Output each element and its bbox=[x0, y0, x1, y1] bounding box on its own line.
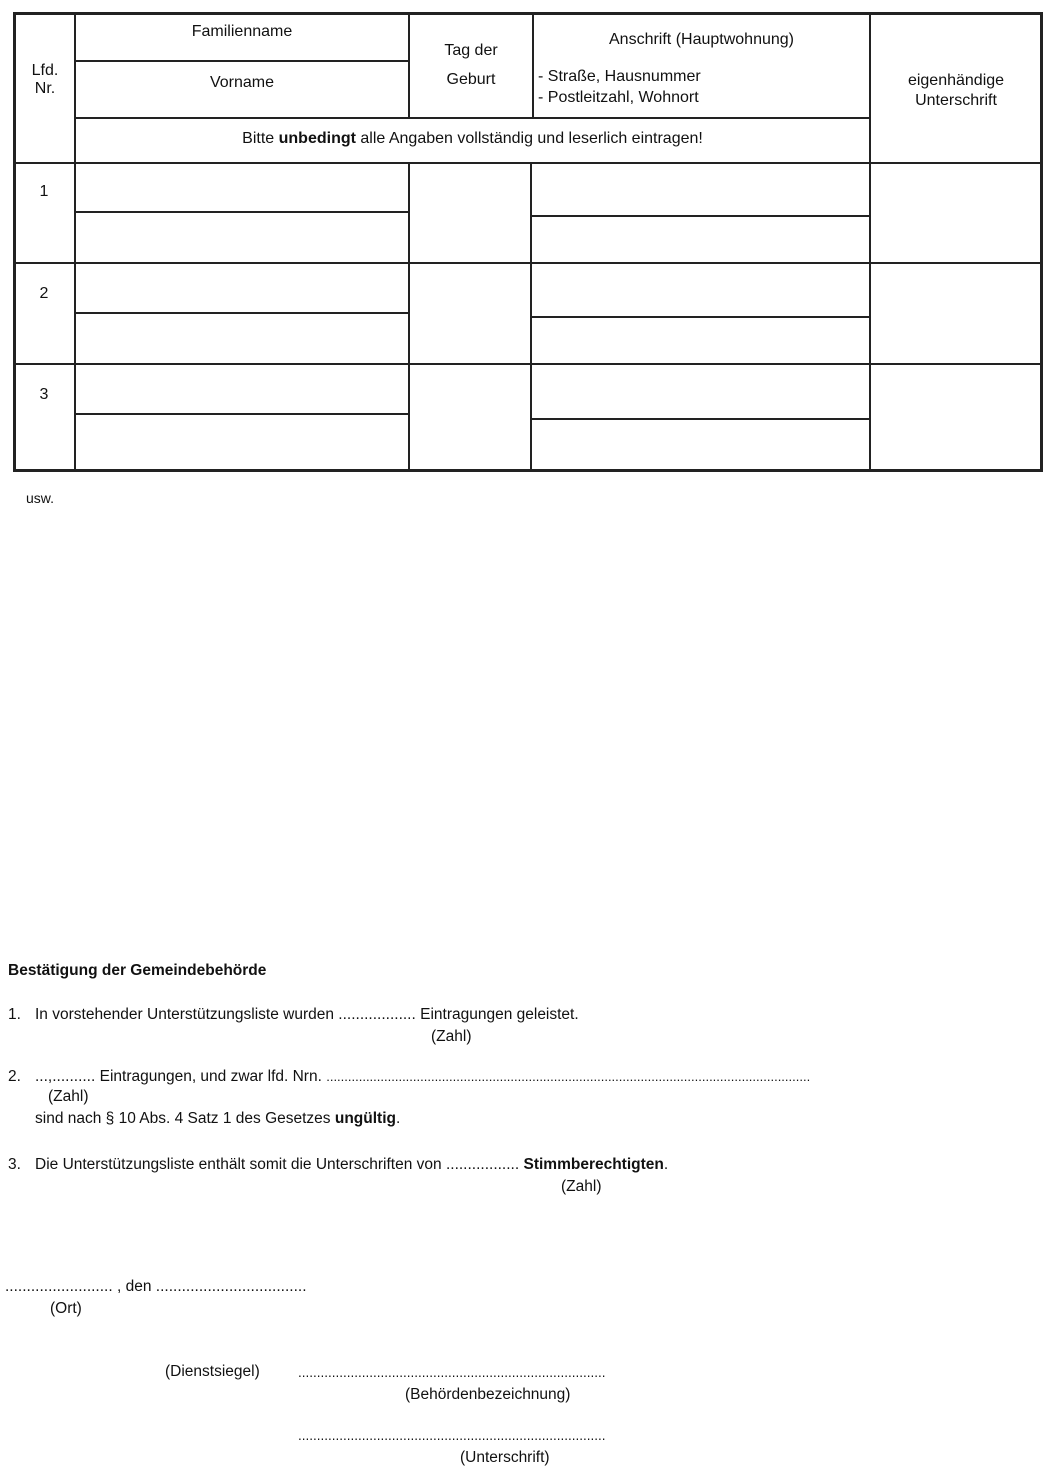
header-anschrift-city: - Postleitzahl, Wohnort bbox=[538, 89, 699, 106]
table-row-divider bbox=[15, 363, 1041, 365]
row-number-1: 1 bbox=[39, 183, 49, 200]
table-row-divider bbox=[74, 60, 408, 62]
usw-note: usw. bbox=[26, 490, 55, 506]
item3-hint: (Zahl) bbox=[561, 1178, 602, 1195]
row-number-2: 2 bbox=[39, 285, 49, 302]
item3-text-a: Die Unterstützungsliste enthält somit die Unterschriften von bbox=[35, 1156, 442, 1173]
header-tag-der-geburt: Tag der Geburt bbox=[444, 42, 498, 88]
item1-hint: (Zahl) bbox=[431, 1028, 472, 1045]
item1-number: 1. bbox=[8, 1006, 21, 1023]
row-number-3: 3 bbox=[39, 386, 49, 403]
table-row-divider bbox=[74, 117, 869, 119]
authority-hint: (Behördenbezeichnung) bbox=[405, 1386, 571, 1403]
header-unterschrift: eigenhändige Unterschrift bbox=[907, 72, 1005, 109]
table-row-divider bbox=[530, 418, 869, 420]
table-row-divider bbox=[74, 211, 408, 213]
header-anschrift: Anschrift (Hauptwohnung) bbox=[609, 31, 794, 48]
item2-hint: (Zahl) bbox=[48, 1088, 89, 1105]
item3-number: 3. bbox=[8, 1156, 21, 1173]
header-lfd-nr: Lfd. Nr. bbox=[31, 62, 59, 97]
item2-text-b-bold: ungültig bbox=[334, 1110, 396, 1127]
place-field[interactable]: ......................... bbox=[5, 1278, 113, 1295]
header-familienname: Familienname bbox=[191, 23, 293, 40]
header-anschrift-street: - Straße, Hausnummer bbox=[538, 68, 701, 85]
place-date-line bbox=[5, 1278, 307, 1296]
instruction-suffix: alle Angaben vollständig und leserlich eintragen! bbox=[355, 130, 703, 147]
item3-suffix: . bbox=[663, 1156, 669, 1173]
item1-text-a: In vorstehender Unterstützungsliste wurden bbox=[35, 1006, 334, 1023]
header-vorname: Vorname bbox=[209, 74, 275, 91]
table-row-divider bbox=[530, 316, 869, 318]
item1-count-field[interactable]: .................. bbox=[338, 1006, 416, 1023]
table-row-divider bbox=[15, 262, 1041, 264]
item3-count-field[interactable]: ................. bbox=[445, 1156, 520, 1173]
confirmation-title: Bestätigung der Gemeindebehörde bbox=[8, 962, 267, 979]
authority-field[interactable]: .................................................................................. bbox=[298, 1365, 606, 1380]
item2-number: 2. bbox=[8, 1068, 21, 1085]
place-hint: (Ort) bbox=[50, 1300, 82, 1317]
table-instruction bbox=[76, 130, 869, 148]
table-col-divider bbox=[532, 14, 534, 118]
signature-hint: (Unterschrift) bbox=[460, 1449, 550, 1466]
seal-label: (Dienstsiegel) bbox=[165, 1363, 260, 1380]
item1-text-b: Eintragungen geleistet. bbox=[420, 1006, 579, 1023]
table-col-divider bbox=[408, 162, 410, 469]
item2-numbers-field[interactable]: ...................................................................................................................................... bbox=[326, 1069, 811, 1084]
item2-text-b-suffix: . bbox=[395, 1110, 401, 1127]
item3-bold: Stimmberechtigten bbox=[523, 1156, 664, 1173]
item1-text bbox=[35, 1006, 579, 1024]
item2-text-a: Eintragungen, und zwar lfd. Nrn. bbox=[99, 1068, 322, 1085]
signature-field[interactable]: .................................................................................. bbox=[298, 1428, 606, 1443]
instruction-prefix: Bitte bbox=[242, 130, 279, 147]
item2-text bbox=[35, 1068, 810, 1086]
table-row-divider bbox=[74, 312, 408, 314]
date-field[interactable]: ................................... bbox=[155, 1278, 307, 1295]
instruction-bold: unbedingt bbox=[278, 130, 356, 147]
item2-text-b-prefix: sind nach § 10 Abs. 4 Satz 1 des Gesetzes bbox=[35, 1110, 335, 1127]
item3-text bbox=[35, 1156, 668, 1174]
table-row-divider bbox=[530, 215, 869, 217]
den-label: , den bbox=[116, 1278, 152, 1295]
table-row-divider bbox=[74, 413, 408, 415]
table-row-divider bbox=[15, 162, 1041, 164]
item2-text-b bbox=[35, 1110, 400, 1128]
item2-count-field[interactable]: ...,.......... bbox=[35, 1068, 96, 1085]
